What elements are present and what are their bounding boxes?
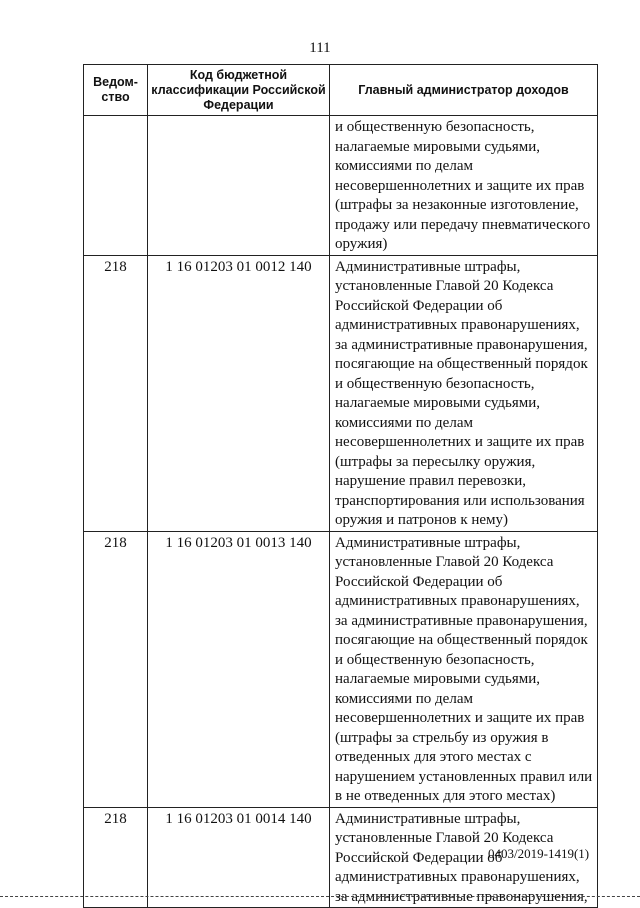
row-code-cell xyxy=(148,116,330,256)
header-code-label: Код бюджетной классификации Российской Федерации xyxy=(151,67,326,112)
header-dept-label: Ведом- ство xyxy=(93,75,138,104)
table-row xyxy=(84,255,598,531)
document-code: 0403/2019-1419(1) xyxy=(488,846,590,861)
row-code-cell: 1 16 01203 01 0013 140 xyxy=(148,531,330,807)
row-admin-cell: Административные штрафы, установленные Главой 20 Кодекса Российской Федерации об административных правонарушениях, за административные правонарушения, посягающие на общественный порядок и общественную безопасность, налагаемые мировыми судьями, комиссиями по делам несовершеннолетних и защите их прав (штрафы за стрельбу из оружия в отведенных для этого местах с нарушением установленных правил или в не отведенных для этого местах) xyxy=(330,531,598,807)
row-dept-cell: 218 xyxy=(84,807,148,908)
row-code-cell: 1 16 01203 01 0012 140 xyxy=(148,255,330,531)
header-admin xyxy=(330,65,598,116)
header-dept xyxy=(84,65,148,116)
row-admin-cell: Административные штрафы, установленные Главой 20 Кодекса Российской Федерации об административных правонарушениях, за административные правонарушения, посягающие на общественный порядок и общественную безопасность, налагаемые мировыми судьями, комиссиями по делам несовершеннолетних и защите их прав (штрафы за пересылку оружия, нарушение правил перевозки, транспортирования или использования оружия и патронов к нему) xyxy=(330,255,598,531)
budget-revenue-table xyxy=(83,64,598,908)
row-dept-cell: 218 xyxy=(84,255,148,531)
table-row xyxy=(84,116,598,256)
page-number: 111 xyxy=(309,40,331,56)
row-code-cell: 1 16 01203 01 0014 140 xyxy=(148,807,330,908)
table-header-row xyxy=(84,65,598,116)
scan-edge-line xyxy=(0,896,640,897)
row-admin-cell: Административные штрафы, установленные Главой 20 Кодекса Российской Федерации об административных правонарушениях, за административные правонарушения, xyxy=(330,807,598,908)
header-admin-label: Главный администратор доходов xyxy=(358,82,569,97)
row-dept-cell: 218 xyxy=(84,531,148,807)
row-dept-cell xyxy=(84,116,148,256)
row-admin-cell: и общественную безопасность, налагаемые мировыми судьями, комиссиями по делам несовершеннолетних и защите их прав (штрафы за незаконные изготовление, продажу или передачу пневматического оружия) xyxy=(330,116,598,256)
header-code xyxy=(148,65,330,116)
table-row xyxy=(84,531,598,807)
